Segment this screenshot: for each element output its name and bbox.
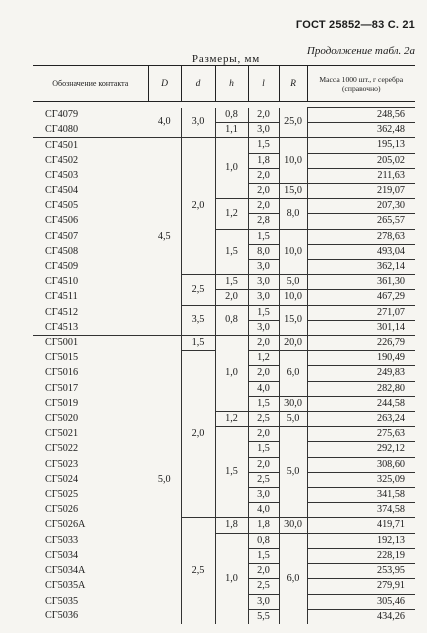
contact-designation: СГ5019 xyxy=(45,397,79,409)
contact-designation: СГ5035А xyxy=(45,580,86,592)
silver-mass-value: 292,12 xyxy=(307,442,415,457)
silver-mass-value: 226,79 xyxy=(307,336,415,351)
contact-designation: СГ5020 xyxy=(45,413,79,425)
dim-l-value: 3,0 xyxy=(248,320,279,335)
dim-l-value: 0,8 xyxy=(248,533,279,548)
col-header-mass: Масса 1000 шт., г серебра (справочно) xyxy=(307,66,415,102)
contact-designation: СГ4509 xyxy=(45,261,79,273)
dim-l-value: 2,5 xyxy=(248,412,279,427)
dim-l-value: 1,8 xyxy=(248,518,279,533)
dim-l-value: 1,5 xyxy=(248,229,279,244)
dim-l-value: 2,0 xyxy=(248,336,279,351)
contact-designation: СГ5025 xyxy=(45,489,79,501)
dim-l-value: 4,0 xyxy=(248,503,279,518)
contact-designation: СГ4504 xyxy=(45,185,79,197)
contact-designation: СГ4506 xyxy=(45,215,79,227)
col-header-d: d xyxy=(181,66,215,102)
dim-h-value: 2,0 xyxy=(215,290,248,305)
dim-d-value: 2,0 xyxy=(181,138,215,275)
dim-h-value: 1,2 xyxy=(215,199,248,229)
dim-d-value: 1,5 xyxy=(181,336,215,351)
silver-mass-value: 467,29 xyxy=(307,290,415,305)
contact-designation: СГ4079 xyxy=(45,109,79,120)
dim-l-value: 2,5 xyxy=(248,472,279,487)
dim-r-value: 5,0 xyxy=(279,412,307,427)
contact-designation: СГ4507 xyxy=(45,230,79,242)
table-header-row xyxy=(33,66,415,102)
table-body xyxy=(33,102,415,624)
dim-h-value: 1,5 xyxy=(215,275,248,290)
col-header-l: l xyxy=(248,66,279,102)
silver-mass-value: 282,80 xyxy=(307,381,415,396)
silver-mass-value: 279,91 xyxy=(307,579,415,594)
dim-h-value: 1,2 xyxy=(215,412,248,427)
silver-mass-value: 265,57 xyxy=(307,214,415,229)
dim-r-value: 6,0 xyxy=(279,351,307,397)
contact-designation: СГ5015 xyxy=(45,352,79,364)
dim-l-value: 1,5 xyxy=(248,548,279,563)
table-row xyxy=(33,275,415,290)
dim-r-value: 15,0 xyxy=(279,305,307,335)
dim-l-value: 1,8 xyxy=(248,153,279,168)
dim-l-value: 2,0 xyxy=(248,564,279,579)
silver-mass-value: 301,14 xyxy=(307,320,415,335)
contact-designation: СГ5017 xyxy=(45,382,79,394)
dim-d-value: 5,0 xyxy=(148,336,181,624)
silver-mass-value: 271,07 xyxy=(307,305,415,320)
contact-designation: СГ5033 xyxy=(45,534,79,546)
silver-mass-value: 434,26 xyxy=(307,609,415,624)
dim-d-value: 4,5 xyxy=(148,138,181,336)
dim-r-value: 5,0 xyxy=(279,427,307,518)
dim-l-value: 2,0 xyxy=(248,366,279,381)
table-row xyxy=(33,533,415,548)
silver-mass-value: 341,58 xyxy=(307,488,415,503)
dim-l-value: 3,0 xyxy=(248,488,279,503)
contact-designation: СГ5034 xyxy=(45,549,79,561)
dim-h-value: 0,8 xyxy=(215,305,248,335)
col-header-name: Обозначение контакта xyxy=(33,66,148,102)
table-row xyxy=(33,108,415,123)
dim-l-value: 1,5 xyxy=(248,396,279,411)
table-row xyxy=(33,412,415,427)
dim-h-value: 1,8 xyxy=(215,518,248,533)
dim-h-value: 1,0 xyxy=(215,336,248,412)
dim-d-value: 2,5 xyxy=(181,518,215,624)
silver-mass-value: 374,58 xyxy=(307,503,415,518)
silver-mass-value: 305,46 xyxy=(307,594,415,609)
table-row xyxy=(33,290,415,305)
dim-d-value: 2,5 xyxy=(181,275,215,305)
dim-l-value: 3,0 xyxy=(248,594,279,609)
dim-h-value: 0,8 xyxy=(215,108,248,123)
table-row xyxy=(33,199,415,214)
table-row xyxy=(33,518,415,533)
col-header-h: h xyxy=(215,66,248,102)
dim-l-value: 2,0 xyxy=(248,108,279,123)
dim-l-value: 4,0 xyxy=(248,381,279,396)
silver-mass-value: 190,49 xyxy=(307,351,415,366)
silver-mass-value: 419,71 xyxy=(307,518,415,533)
contact-designation: СГ5026А xyxy=(45,519,86,531)
silver-mass-value: 211,63 xyxy=(307,168,415,183)
table-row xyxy=(33,336,415,351)
dim-r-value: 30,0 xyxy=(279,396,307,411)
dim-r-value: 10,0 xyxy=(279,138,307,184)
dim-r-value: 20,0 xyxy=(279,336,307,351)
contact-designation: СГ4510 xyxy=(45,276,79,288)
silver-mass-value: 308,60 xyxy=(307,457,415,472)
silver-mass-value: 195,13 xyxy=(307,138,415,153)
contact-designation: СГ4080 xyxy=(33,123,148,138)
dim-h-value: 1,1 xyxy=(215,123,248,138)
contacts-table xyxy=(33,65,415,624)
dim-r-value: 30,0 xyxy=(279,518,307,533)
dim-l-value: 2,0 xyxy=(248,427,279,442)
silver-mass-value: 361,30 xyxy=(307,275,415,290)
contact-designation: СГ4503 xyxy=(45,169,79,181)
silver-mass-value: 275,63 xyxy=(307,427,415,442)
contact-designation: СГ5035 xyxy=(45,595,79,607)
silver-mass-value: 207,30 xyxy=(307,199,415,214)
dim-l-value: 8,0 xyxy=(248,244,279,259)
page-header: ГОСТ 25852—83 С. 21 xyxy=(295,19,415,31)
table-row xyxy=(33,138,415,153)
silver-mass-value: 362,48 xyxy=(307,123,415,138)
dim-l-value: 5,5 xyxy=(248,609,279,624)
contact-designation: СГ5034А xyxy=(45,565,86,577)
dim-d-value: 3,0 xyxy=(181,108,215,138)
contact-designation: СГ5024 xyxy=(45,473,79,485)
dim-r-value: 25,0 xyxy=(279,108,307,138)
contact-designation: СГ5036 xyxy=(45,610,79,622)
contact-designation: СГ4512 xyxy=(45,306,79,318)
silver-mass-value: 493,04 xyxy=(307,244,415,259)
dim-r-value: 10,0 xyxy=(279,290,307,305)
silver-mass-value: 228,19 xyxy=(307,548,415,563)
table-continuation-label: Продолжение табл. 2а xyxy=(306,45,415,57)
silver-mass-value: 325,09 xyxy=(307,472,415,487)
silver-mass-value: 263,24 xyxy=(307,412,415,427)
dims-caption: Размеры, мм xyxy=(191,53,261,65)
dim-l-value: 2,0 xyxy=(248,199,279,214)
dim-l-value: 3,0 xyxy=(248,260,279,275)
dim-l-value: 1,2 xyxy=(248,351,279,366)
dim-r-value: 15,0 xyxy=(279,184,307,199)
silver-mass-value: 244,58 xyxy=(307,396,415,411)
silver-mass-value: 278,63 xyxy=(307,229,415,244)
table-row xyxy=(33,427,415,442)
dim-l-value: 1,5 xyxy=(248,442,279,457)
silver-mass-value: 362,14 xyxy=(307,260,415,275)
dim-r-value: 5,0 xyxy=(279,275,307,290)
dim-l-value: 3,0 xyxy=(248,290,279,305)
contact-designation: СГ4508 xyxy=(45,245,79,257)
dim-h-value: 1,0 xyxy=(215,533,248,624)
dim-l-value: 2,0 xyxy=(248,457,279,472)
table-row xyxy=(33,305,415,320)
dim-r-value: 10,0 xyxy=(279,229,307,275)
dim-l-value: 3,0 xyxy=(248,275,279,290)
contact-designation: СГ5023 xyxy=(45,458,79,470)
dim-d-value: 2,0 xyxy=(181,351,215,518)
contact-designation: СГ4513 xyxy=(33,320,148,335)
contact-designation: СГ5016 xyxy=(45,367,79,379)
dim-h-value: 1,5 xyxy=(215,229,248,275)
contact-designation: СГ5022 xyxy=(45,443,79,455)
silver-mass-value: 253,95 xyxy=(307,564,415,579)
silver-mass-value: 219,07 xyxy=(307,184,415,199)
col-header-D: D xyxy=(148,66,181,102)
contact-designation: СГ4501 xyxy=(45,139,79,151)
silver-mass-value: 192,13 xyxy=(307,533,415,548)
contact-designation: СГ5026 xyxy=(45,504,79,516)
dim-d-value: 3,5 xyxy=(181,305,215,335)
dim-r-value: 8,0 xyxy=(279,199,307,229)
contact-designation: СГ4505 xyxy=(45,200,79,212)
silver-mass-value: 249,83 xyxy=(307,366,415,381)
dim-h-value: 1,0 xyxy=(215,138,248,199)
col-header-R: R xyxy=(279,66,307,102)
table-row xyxy=(33,229,415,244)
dim-l-value: 2,0 xyxy=(248,168,279,183)
dim-d-value: 4,0 xyxy=(148,108,181,138)
contact-designation: СГ4502 xyxy=(45,154,79,166)
silver-mass-value: 248,56 xyxy=(307,108,415,123)
contact-designation: СГ5021 xyxy=(45,428,79,440)
dim-l-value: 3,0 xyxy=(248,123,279,138)
dim-l-value: 2,8 xyxy=(248,214,279,229)
contact-designation: СГ4511 xyxy=(45,291,78,303)
silver-mass-value: 205,02 xyxy=(307,153,415,168)
dim-l-value: 1,5 xyxy=(248,305,279,320)
dim-r-value: 6,0 xyxy=(279,533,307,624)
dim-l-value: 2,0 xyxy=(248,184,279,199)
dim-l-value: 1,5 xyxy=(248,138,279,153)
table-row xyxy=(33,123,415,138)
dim-h-value: 1,5 xyxy=(215,427,248,518)
dim-l-value: 2,5 xyxy=(248,579,279,594)
contact-designation: СГ5001 xyxy=(45,337,79,349)
